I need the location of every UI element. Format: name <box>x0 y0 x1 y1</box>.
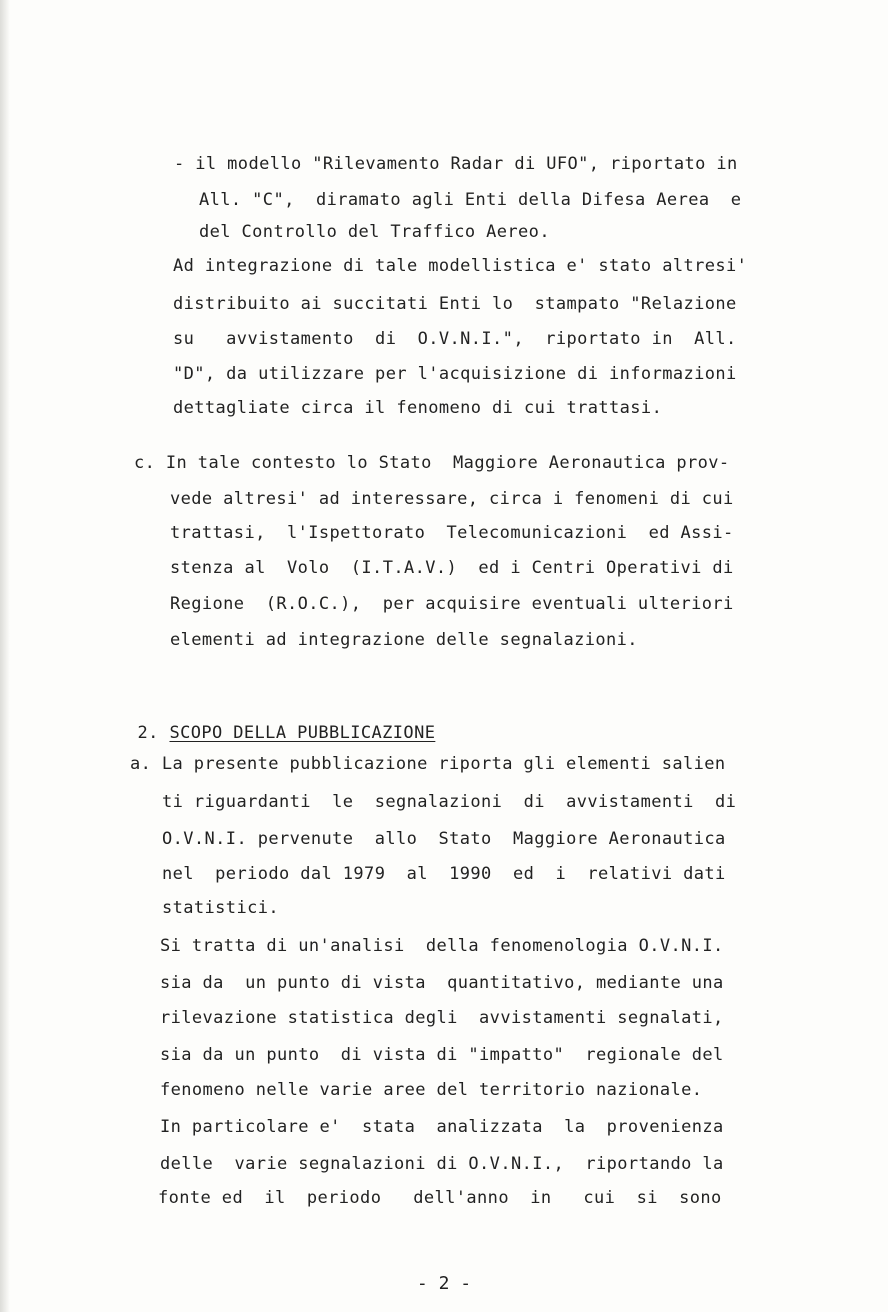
text-line: rilevazione statistica degli avvistamenti segnalati, <box>160 1008 724 1028</box>
text-line: distribuito ai succitati Enti lo stampato "Relazione <box>173 294 737 314</box>
text-line: statistici. <box>162 898 279 918</box>
text-line: trattasi, l'Ispettorato Telecomunicazioni ed Assi- <box>170 523 734 543</box>
text-line: del Controllo del Traffico Aereo. <box>199 222 550 242</box>
text-line: sia da un punto di vista quantitativo, mediante una <box>160 973 724 993</box>
text-line: In particolare e' stata analizzata la provenienza <box>160 1117 724 1137</box>
section-number: 2. <box>137 723 159 743</box>
text-line: fenomeno nelle varie aree del territorio nazionale. <box>160 1080 703 1100</box>
text-line: stenza al Volo (I.T.A.V.) ed i Centri Operativi di <box>170 558 734 578</box>
text-line: Ad integrazione di tale modellistica e' stato altresi' <box>173 256 748 276</box>
text-line: All. "C", diramato agli Enti della Difesa Aerea e <box>199 190 742 210</box>
text-line: Regione (R.O.C.), per acquisire eventuali ulteriori <box>170 594 734 614</box>
text-line: Si tratta di un'analisi della fenomenologia O.V.N.I. <box>160 936 724 956</box>
text-line: sia da un punto di vista di "impatto" regionale del <box>160 1045 724 1065</box>
text-line: su avvistamento di O.V.N.I.", riportato in All. <box>173 329 737 349</box>
text-line: fonte ed il periodo dell'anno in cui si sono <box>158 1188 722 1208</box>
text-line: dettagliate circa il fenomeno di cui trattasi. <box>173 398 663 418</box>
text-line: vede altresi' ad interessare, circa i fenomeni di cui <box>170 489 734 509</box>
section-title: SCOPO DELLA PUBBLICAZIONE <box>169 723 436 743</box>
text-line: delle varie segnalazioni di O.V.N.I., riportando la <box>160 1154 724 1174</box>
scan-edge-shadow <box>0 0 10 1312</box>
text-line: "D", da utilizzare per l'acquisizione di informazioni <box>173 364 737 384</box>
text-line: elementi ad integrazione delle segnalazioni. <box>170 630 638 650</box>
text-line: a. La presente pubblicazione riporta gli elementi salien <box>130 754 726 774</box>
text-line: - il modello "Rilevamento Radar di UFO", riportato in <box>174 154 738 174</box>
text-line: O.V.N.I. pervenute allo Stato Maggiore Aeronautica <box>162 829 726 849</box>
page-number: - 2 - <box>416 1273 472 1294</box>
text-line: ti riguardanti le segnalazioni di avvistamenti di <box>162 792 737 812</box>
text-line: c. In tale contesto lo Stato Maggiore Aeronautica prov- <box>134 453 730 473</box>
text-line: nel periodo dal 1979 al 1990 ed i relativi dati <box>162 864 726 884</box>
